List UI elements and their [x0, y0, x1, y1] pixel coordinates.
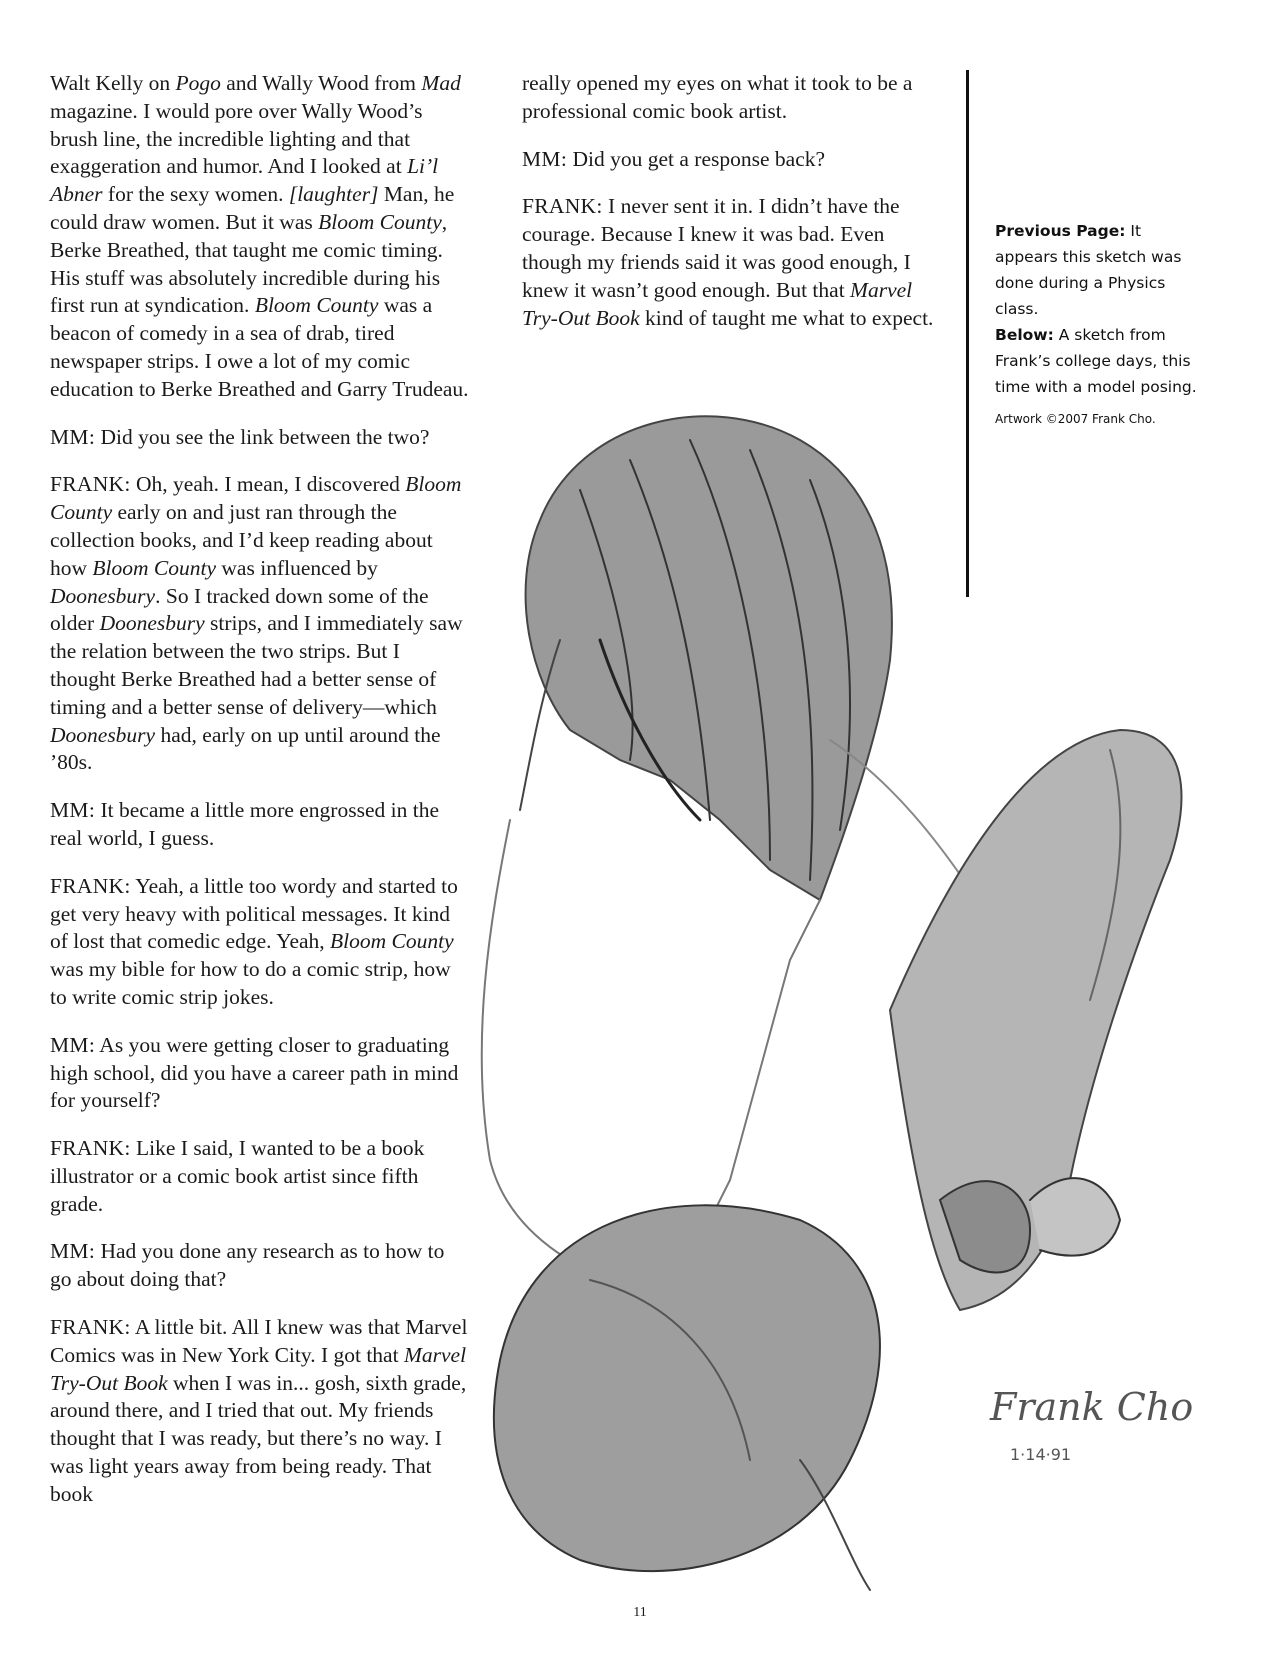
caption-below-label: Below: [995, 326, 1054, 344]
left-paragraph [50, 424, 470, 452]
text-column-middle [522, 70, 942, 352]
caption-previous [995, 218, 1200, 322]
text-run: for the sexy women. [102, 182, 289, 207]
italic-title: Doonesbury [50, 722, 156, 747]
caption-previous-label: Previous Page: [995, 222, 1126, 240]
text-run: was my bible for how to do a comic strip, how to write comic strip jokes. [50, 957, 451, 1009]
italic-title: Bloom County [92, 555, 217, 580]
sketch-date: 1·14·91 [1010, 1445, 1072, 1464]
italic-title: Bloom County [318, 209, 442, 234]
artist-signature: Frank Cho [990, 1385, 1194, 1429]
italic-title: [laughter] [288, 182, 379, 207]
italic-title: Doonesbury [50, 583, 156, 608]
left-paragraph [50, 70, 470, 404]
artwork-credit: Artwork ©2007 Frank Cho. [995, 412, 1156, 426]
speaker-label: FRANK: [50, 1315, 131, 1340]
italic-title: Bloom County [254, 293, 379, 318]
speaker-label: FRANK: [522, 194, 603, 219]
text-run: , Berke Breathed, that taught me comic timing. His stuff was absolutely incredible during his first run at syndication. [50, 209, 448, 318]
left-paragraph [50, 1238, 470, 1294]
italic-title: Doonesbury [99, 611, 205, 636]
text-run: Man, he could draw women. But it was [50, 182, 455, 234]
text-run: really opened my eyes on what it took to be a professional comic book artist. [522, 71, 913, 123]
text-run: Walt Kelly on [50, 71, 176, 95]
speaker-label: FRANK: [50, 873, 131, 898]
speaker-label: MM: [50, 798, 96, 823]
hair-shape [526, 416, 892, 900]
text-run: kind of taught me what to expect. [639, 305, 934, 330]
speaker-label: MM: [50, 1032, 96, 1057]
page-number: 11 [633, 1605, 647, 1620]
italic-title: Pogo [175, 71, 221, 95]
text-run: Like I said, I wanted to be a book illustrator or a comic book artist since fifth grade. [50, 1136, 425, 1216]
text-run: It became a little more engrossed in the real world, I guess. [50, 798, 439, 850]
text-run: strips, and I immediately saw the relation between the two strips. But I thought Berke Breathed had a better sense of timing and a better sense of delivery—which [50, 611, 463, 719]
middle-paragraph [522, 70, 942, 126]
speaker-label: MM: [50, 1239, 96, 1264]
front-knee [494, 1205, 880, 1571]
text-run: Yeah, a little too wordy and started to get very heavy with political messages. It kind of lost that comedic edge. Yeah, [50, 873, 458, 954]
text-column-left [50, 70, 470, 1529]
text-run: and Wally Wood from [220, 71, 422, 95]
italic-title: Marvel Try-Out Book [522, 277, 913, 330]
left-paragraph [50, 1032, 470, 1115]
speaker-label: MM: [50, 424, 96, 449]
text-run: was influenced by [216, 555, 378, 580]
text-run: was a beacon of comedy in a sea of drab, tired newspaper strips. I owe a lot of my comic education to Berke Breathed and Garry Trudeau. [50, 293, 469, 401]
middle-paragraph [522, 146, 942, 174]
text-run: had, early on up until around the ’80s. [50, 722, 441, 775]
text-run: A little bit. All I knew was that Marvel Comics was in New York City. I got that [50, 1315, 468, 1367]
italic-title: Bloom County [50, 472, 462, 525]
text-run: Oh, yeah. I mean, I discovered [130, 472, 406, 497]
text-run: magazine. I would pore over Wally Wood’s brush line, the incredible lighting and that exaggeration and humor. And I looked at [50, 98, 423, 179]
italic-title: Bloom County [330, 929, 454, 954]
left-paragraph [50, 471, 470, 777]
text-run: Did you see the link between the two? [95, 424, 430, 449]
text-run: Had you done any research as to how to go about doing that? [50, 1239, 445, 1292]
italic-title: Mad [421, 71, 461, 95]
caption-below [995, 322, 1200, 400]
left-paragraph [50, 1314, 470, 1509]
caption-previous-text: It appears this sketch was done during a Physics class. [995, 222, 1182, 318]
speaker-label: MM: [522, 146, 568, 171]
text-run: As you were getting closer to graduating high school, did you have a career path in mind for yourself? [50, 1032, 459, 1113]
left-paragraph [50, 797, 470, 853]
left-paragraph [50, 1135, 470, 1218]
speaker-label: FRANK: [50, 1136, 131, 1161]
left-paragraph [50, 873, 470, 1012]
text-run: . So I tracked down some of the older [50, 583, 429, 636]
text-run: I never sent it in. I didn’t have the courage. Because I knew it was bad. Even though my friends said it was good enough, I knew it wasn’t good enough. But that [522, 194, 911, 302]
text-run: when I was in... gosh, sixth grade, around there, and I tried that out. My friends thought that I was ready, but there’s no way. I was light years away from being ready. That book [50, 1370, 467, 1506]
italic-title: Li’l Abner [50, 154, 439, 207]
speaker-label: FRANK: [50, 472, 131, 497]
text-run: Did you get a response back? [567, 146, 826, 171]
text-run: early on and just ran through the collection books, and I’d keep reading about how [50, 500, 433, 580]
middle-paragraph [522, 193, 942, 332]
caption-below-text: A sketch from Frank’s college days, this time with a model posing. [995, 326, 1197, 396]
italic-title: Marvel Try-Out Book [50, 1342, 467, 1395]
pencil-sketch-image [470, 400, 1270, 1600]
